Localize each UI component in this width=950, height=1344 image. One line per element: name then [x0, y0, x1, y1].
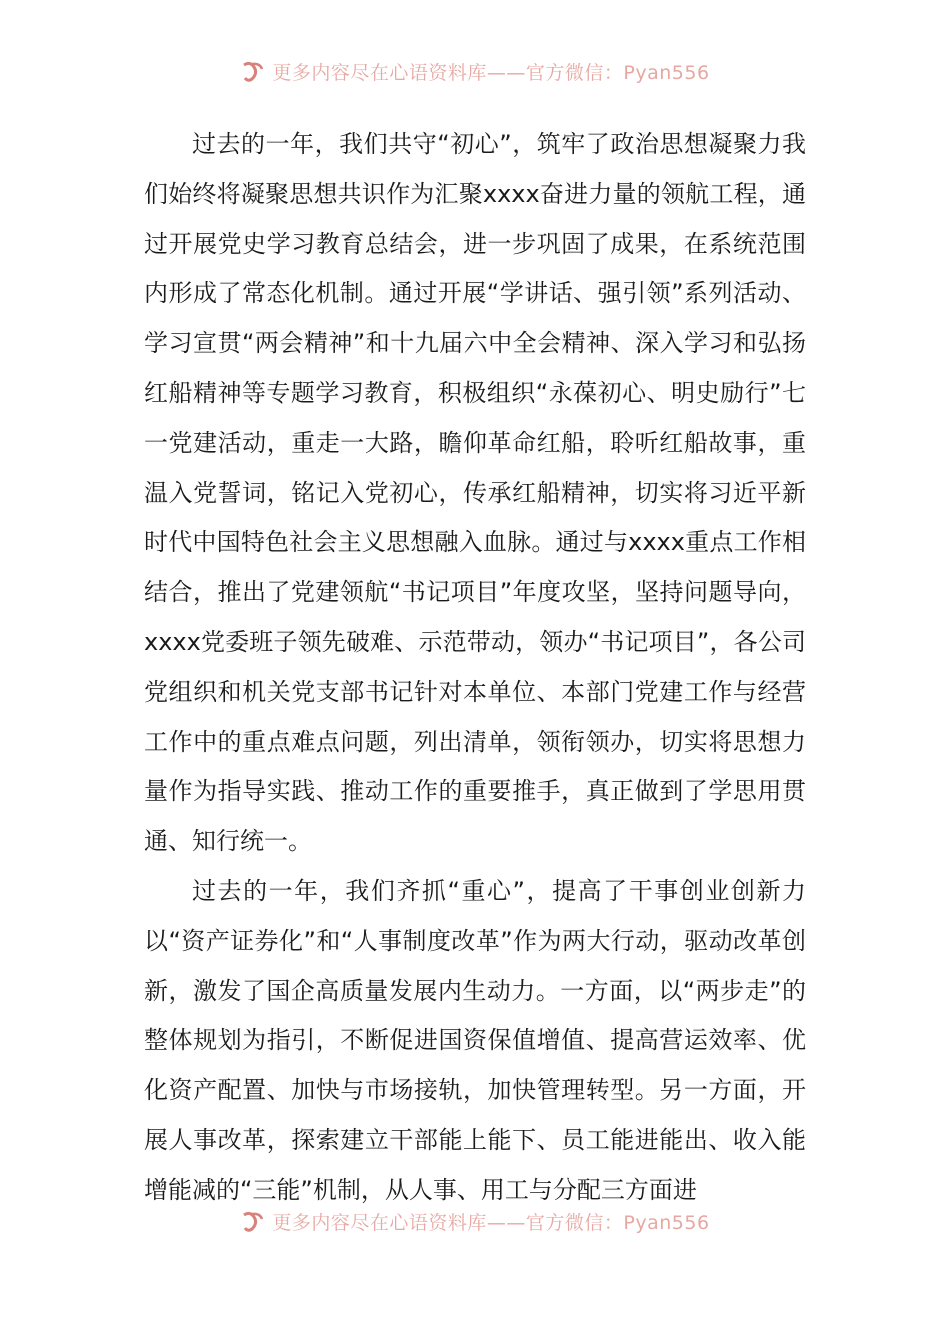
paragraph: 过去的一年，我们共守“初心”，筑牢了政治思想凝聚力我们始终将凝聚思想共识作为汇聚xxxx奋进力量的领航工程，通过开展党史学习教育总结会，进一步巩固了成果，在系统范围内形成了常态化机制。通过开展“学讲话、强引领”系列活动、学习宣贯“两会精神”和十九届六中全会精神、深入学习和弘扬红船精神等专题学习教育，积极组织“永葆初心、明史励行”七一党建活动，重走一大路，瞻仰革命红船，聆听红船故事，重温入党誓词，铭记入党初心，传承红船精神，切实将习近平新时代中国特色社会主义思想融入血脉。通过与xxxx重点工作相结合，推出了党建领航“书记项目”年度攻坚，坚持问题导向，xxxx党委班子领先破难、示范带动，领办“书记项目”，各公司党组织和机关党支部书记针对本单位、本部门党建工作与经营工作中的重点难点问题，列出清单，领衔领办，切实将思想力量作为指导实践、推动工作的重要推手，真正做到了学思用贯通、知行统一。: [144, 130, 806, 856]
paragraph: 过去的一年，我们齐抓“重心”，提高了干事创业创新力以“资产证券化”和“人事制度改革”作为两大行动，驱动改革创新，激发了国企高质量发展内生动力。一方面，以“两步走”的整体规划为指引，不断促进国资保值增值、提高营运效率、优化资产配置、加快与市场接轨，加快管理转型。另一方面，开展人事改革，探索建立干部能上能下、员工能进能出、收入能增能减的“三能”机制，从人事、用工与分配三方面进: [144, 876, 806, 1204]
watermark-text: 更多内容尽在心语资料库——官方微信：Pyan556: [272, 61, 710, 84]
document-body: [144, 120, 806, 1216]
watermark-logo-icon: [240, 59, 266, 83]
watermark-bottom: [0, 1208, 950, 1234]
watermark-logo-icon: [240, 1209, 266, 1233]
watermark-text: 更多内容尽在心语资料库——官方微信：Pyan556: [272, 1211, 710, 1234]
watermark-top: [0, 58, 950, 84]
